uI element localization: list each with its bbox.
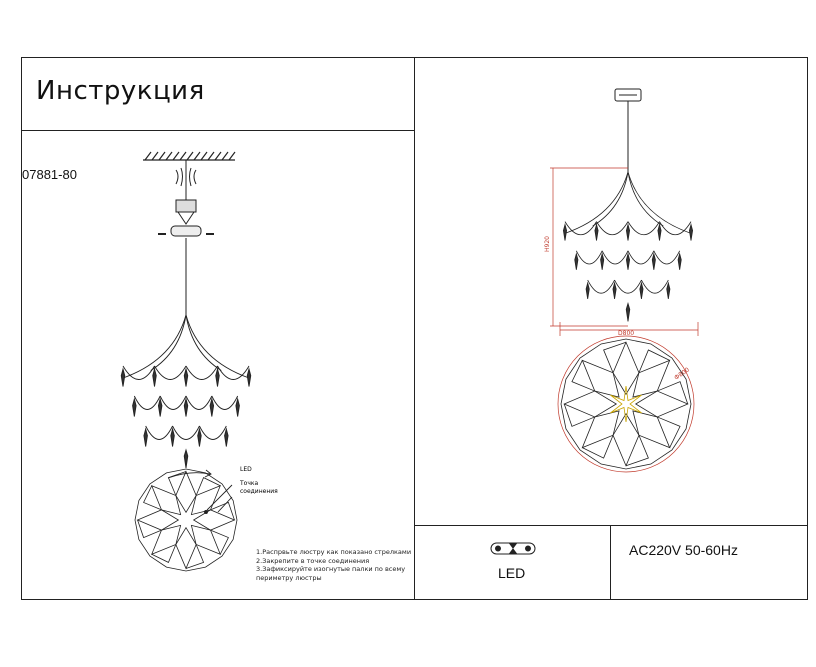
ceiling-hatch-icon bbox=[143, 152, 235, 160]
star-disc-right bbox=[558, 336, 694, 472]
assembly-instructions bbox=[256, 548, 411, 582]
connection-label-1: Точка bbox=[240, 480, 259, 487]
instruction-step: 1.Распрвьте люстру как показано стрелками bbox=[256, 548, 412, 556]
star-disc-left bbox=[135, 469, 237, 571]
voltage-label: AC220V 50-60Hz bbox=[629, 542, 738, 558]
page-title: Инструкция bbox=[36, 76, 205, 106]
light-source-label: LED bbox=[498, 565, 526, 581]
ceiling-mount bbox=[158, 160, 214, 315]
instruction-step: 3.Зафиксируйте изогнутые палки по всему bbox=[256, 565, 406, 573]
right-canopy bbox=[615, 89, 641, 172]
instruction-step: 2.Закрепите в точке соединения bbox=[256, 556, 370, 565]
model-number: 07881-80 bbox=[22, 167, 77, 182]
left-led-label: LED bbox=[240, 466, 252, 473]
led-module-icon bbox=[491, 543, 535, 554]
connection-label-2: соединения bbox=[240, 488, 278, 495]
dim-height: H920 bbox=[544, 236, 551, 252]
dim-diameter-side: D800 bbox=[618, 330, 635, 337]
chandelier-left bbox=[121, 315, 251, 468]
dimension-lines bbox=[550, 168, 698, 336]
dim-diameter-top: Ф800 bbox=[673, 366, 691, 382]
chandelier-right bbox=[563, 172, 692, 321]
instruction-step: периметру люстры bbox=[256, 573, 322, 582]
